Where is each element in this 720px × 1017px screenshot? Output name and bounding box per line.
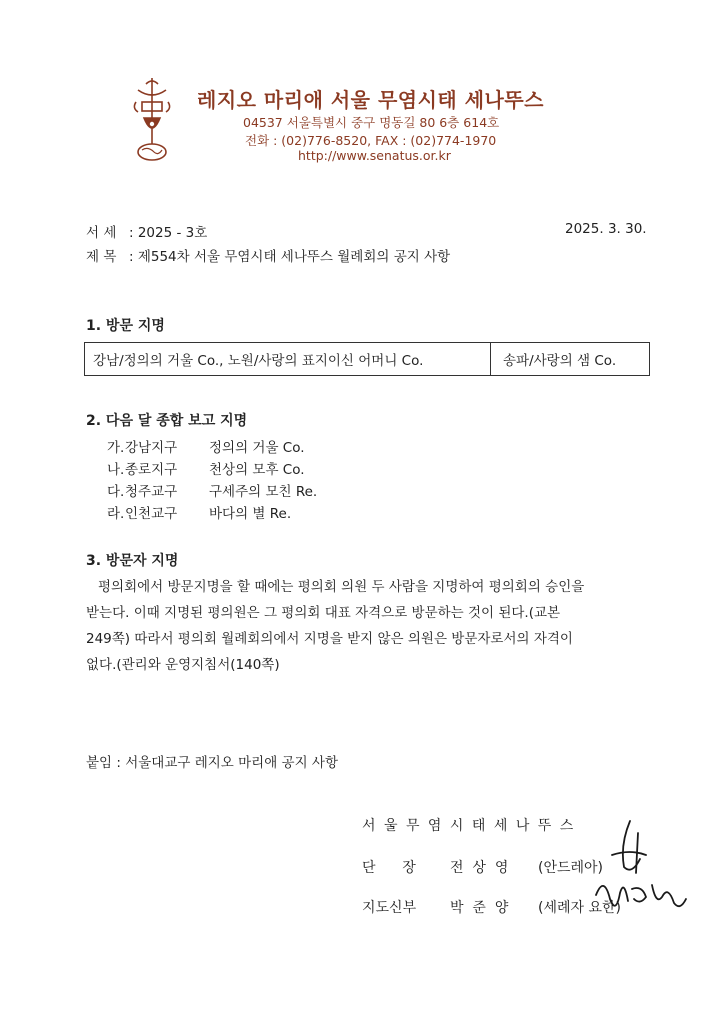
list-district: 청주교구 (125, 484, 178, 500)
section-visitor-title: 3. 방문자 지명 (86, 553, 179, 569)
paragraph-line: 받는다. 이때 지명된 평의원은 그 평의회 대표 자격으로 방문하는 것이 된다.(교본 (86, 605, 561, 621)
doc-subject-label: 제 목 (86, 249, 117, 265)
paragraph-line: 평의회에서 방문지명을 할 때에는 평의회 의원 두 사람을 지명하여 평의회의 승인을 (98, 579, 585, 595)
visitor-paragraph (86, 574, 668, 678)
doc-number-label: 서 세 (86, 225, 117, 241)
list-name: 천상의 모후 Co. (209, 462, 305, 478)
signer-title: 지도신부 (362, 900, 417, 916)
list-item (107, 436, 305, 456)
visit-cell-left: 강남/정의의 거울 Co., 노원/사랑의 표지이신 어머니 Co. (85, 343, 491, 375)
list-district: 인천교구 (125, 506, 178, 522)
list-name: 정의의 거울 Co. (209, 440, 305, 456)
list-mark: 가. (107, 440, 125, 456)
list-name: 바다의 별 Re. (209, 506, 292, 522)
list-mark: 나. (107, 462, 125, 478)
contact-info: 전화 : (02)776-8520, FAX : (02)774-1970 (245, 133, 497, 148)
list-mark: 다. (107, 484, 125, 500)
list-item (107, 480, 317, 500)
legio-vexillum-logo (128, 76, 176, 166)
visit-table (84, 342, 650, 376)
signer-title: 단 장 (362, 860, 416, 876)
section-visit-title: 1. 방문 지명 (86, 318, 165, 334)
signer-baptismal-name: (세례자 요한) (538, 900, 621, 916)
list-district: 강남지구 (125, 440, 178, 456)
list-district: 종로지구 (125, 462, 178, 478)
signature-org: 서 울 무 염 시 태 세 나 뚜 스 (362, 818, 576, 834)
list-mark: 라. (107, 506, 125, 522)
attachment-note: 붙임 : 서울대교구 레지오 마리애 공지 사항 (86, 755, 338, 771)
signer-name: 박 준 양 (450, 900, 509, 916)
org-name: 레지오 마리애 서울 무염시태 세나뚜스 (197, 88, 544, 112)
signer-name: 전 상 영 (450, 860, 509, 876)
doc-subject: : 제554차 서울 무염시태 세나뚜스 월례회의 공지 사항 (129, 249, 451, 265)
paragraph-line: 없다.(관리와 운영지침서(140쪽) (86, 657, 280, 673)
handwritten-signature (590, 815, 690, 925)
visit-cell-right: 송파/사랑의 샘 Co. (503, 353, 617, 369)
doc-number: : 2025 - 3호 (129, 225, 208, 241)
website-link[interactable]: http://www.senatus.or.kr (298, 148, 451, 163)
signer-baptismal-name: (안드레아) (538, 860, 604, 876)
doc-date: 2025. 3. 30. (565, 221, 647, 237)
list-item (107, 458, 305, 478)
list-item (107, 502, 291, 522)
paragraph-line: 249쪽) 따라서 평의회 월례회의에서 지명을 받지 않은 의원은 방문자로서의 자격이 (86, 631, 573, 647)
section-report-title: 2. 다음 달 종합 보고 지명 (86, 413, 248, 429)
address: 04537 서울특별시 중구 명동길 80 6층 614호 (243, 115, 500, 130)
list-name: 구세주의 모친 Re. (209, 484, 318, 500)
